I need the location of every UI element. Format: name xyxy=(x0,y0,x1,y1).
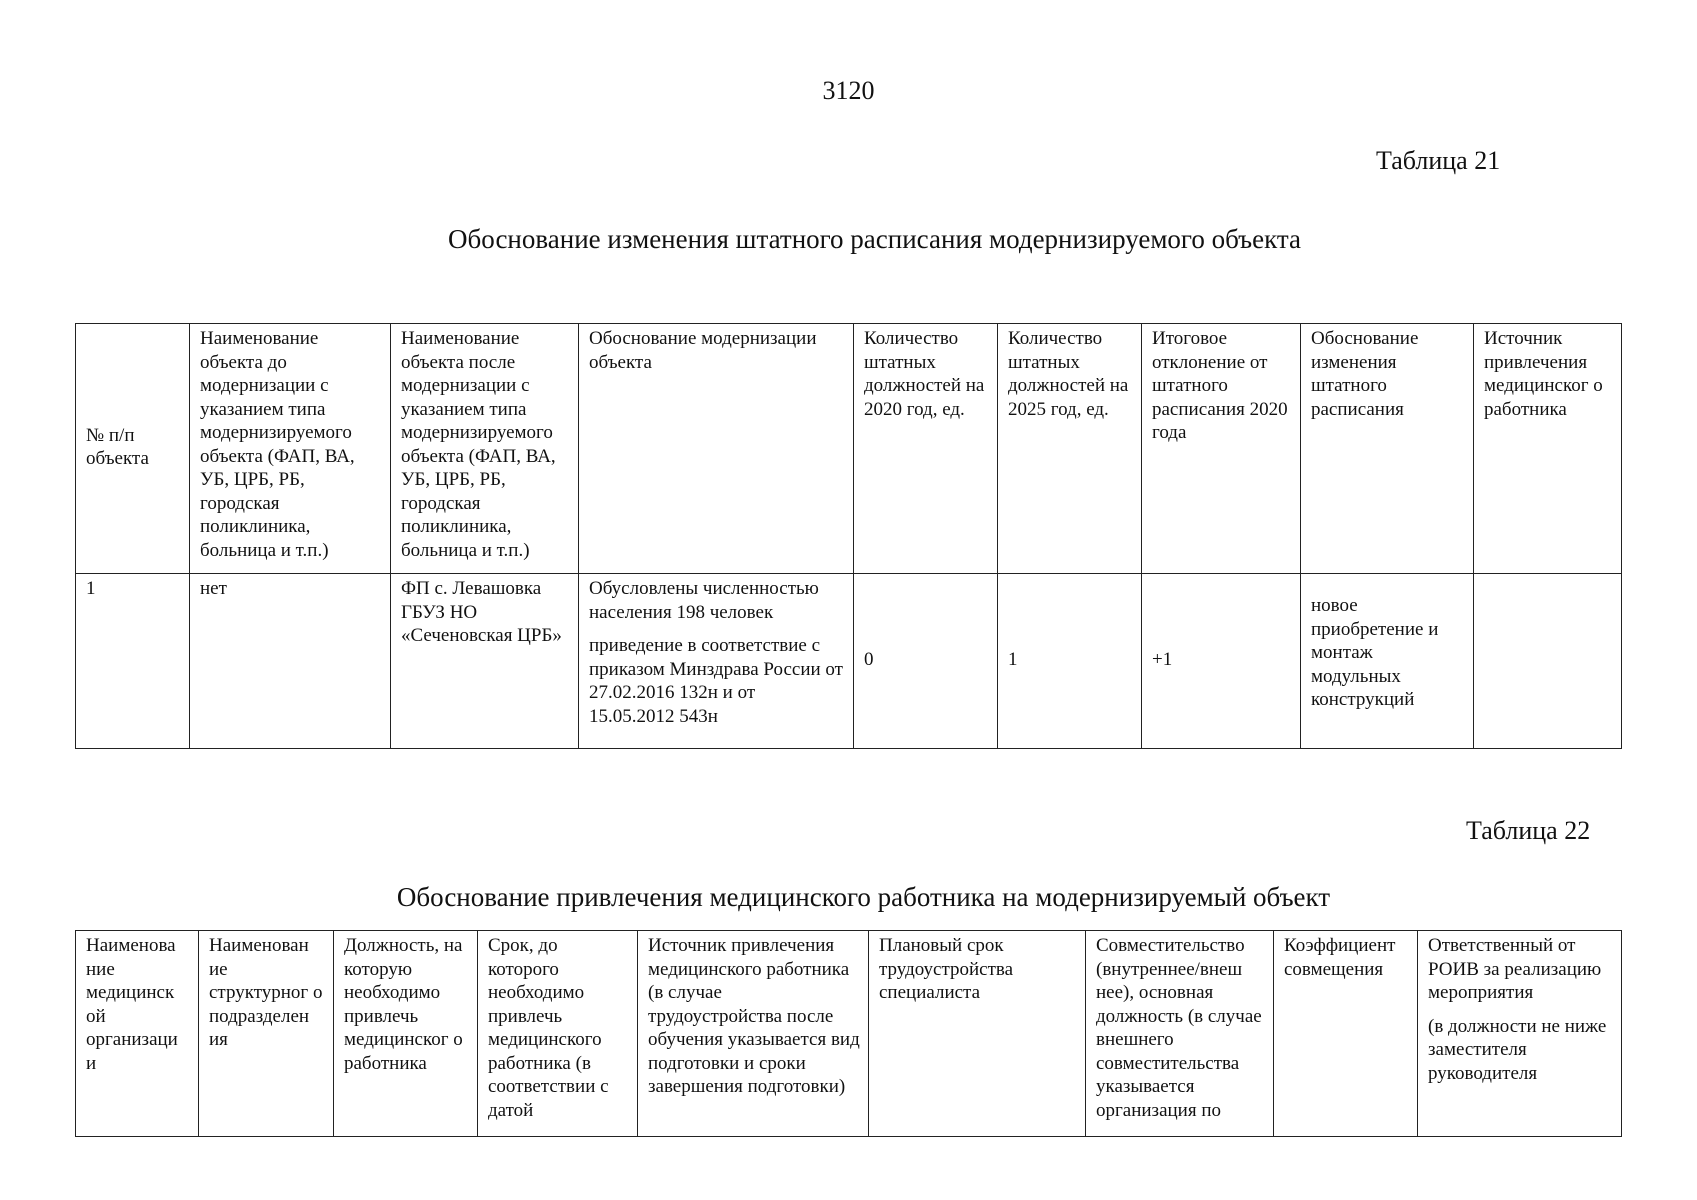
header-text: Совместительство (внутреннее/внеш нее), основная должность (в случае внешнего совместительства указывается организация по xyxy=(1096,935,1262,1121)
header-text: Наименование объекта после модернизации с указанием типа модернизируемого объекта (ФАП, ВА, УБ, ЦРБ, РБ, городская поликлиника, больница и т.п.) xyxy=(401,328,556,561)
table-21-header-cell xyxy=(854,324,998,574)
source-cell xyxy=(1474,574,1622,749)
header-text: Должность, на которую необходимо привлечь медицинског о работника xyxy=(344,935,463,1074)
page-number: 3120 xyxy=(822,76,875,105)
table-22-header-row xyxy=(76,931,1622,1137)
object-after-cell: ФП с. Левашовка ГБУЗ НО «Сеченовская ЦРБ» xyxy=(391,574,579,749)
table-21-header-cell xyxy=(579,324,854,574)
header-text: Наименован ие структурног о подразделен ия xyxy=(209,935,323,1050)
header-text: Количество штатных должностей на 2020 год, ед. xyxy=(864,328,985,420)
table-22-header-cell xyxy=(1274,931,1418,1137)
justification-text-2: приведение в соответствие с приказом Минздрава России от 27.02.2016 132н и от 15.05.2012 543н xyxy=(589,635,843,727)
row-number-cell: 1 xyxy=(76,574,190,749)
header-text: Плановый срок трудоустройства специалиста xyxy=(879,935,1014,1003)
header-text: Ответственный от РОИВ за реализацию мероприятия xyxy=(1428,935,1602,1003)
table-21-row xyxy=(76,574,1622,749)
table-22-header-cell xyxy=(638,931,869,1137)
count-2020-cell: 0 xyxy=(854,574,998,749)
table-22-header-cell xyxy=(1086,931,1274,1137)
table-21-header-row xyxy=(76,324,1622,574)
justification-text-1: Обусловлены численностью населения 198 человек xyxy=(589,578,819,623)
header-text: Обоснование модернизации объекта xyxy=(589,328,817,373)
header-text: Коэффициент совмещения xyxy=(1284,935,1396,980)
table-21-title: Обоснование изменения штатного расписания модернизируемого объекта xyxy=(448,224,1301,254)
header-text: Срок, до которого необходимо привлечь медицинского работника (в соответствии с датой xyxy=(488,935,609,1121)
table-21-header-cell xyxy=(190,324,391,574)
justification-cell xyxy=(579,574,854,749)
table-21 xyxy=(75,323,1622,749)
header-text: Источник привлечения медицинского работника (в случае трудоустройства после обучения указывается вид подготовки и сроки завершения подготовки) xyxy=(648,935,860,1097)
header-text: Наименование объекта до модернизации с указанием типа модернизируемого объекта (ФАП, ВА, УБ, ЦРБ, РБ, городская поликлиника, больница и т.п.) xyxy=(200,328,355,561)
table-21-header-cell xyxy=(76,324,190,574)
table-21-header-cell xyxy=(1142,324,1301,574)
header-note: (в должности не ниже заместителя руководителя xyxy=(1428,1015,1607,1084)
header-text: № п/п объекта xyxy=(86,424,149,469)
table-21-header-cell xyxy=(391,324,579,574)
table-21-header-cell xyxy=(1301,324,1474,574)
header-text: Наименова ние медицинск ой организаци и xyxy=(86,935,178,1074)
table-21-label: Таблица 21 xyxy=(1376,146,1501,175)
table-22-header-cell xyxy=(1418,931,1622,1137)
table-22-title: Обоснование привлечения медицинского работника на модернизируемый объект xyxy=(396,882,1331,912)
table-22-header-cell xyxy=(76,931,199,1137)
header-text: Обоснование изменения штатного расписания xyxy=(1311,328,1419,420)
table-21-header-cell xyxy=(1474,324,1622,574)
header-text: Количество штатных должностей на 2025 год, ед. xyxy=(1008,328,1129,420)
header-text: Источник привлечения медицинског о работника xyxy=(1484,328,1603,420)
table-22-header-cell xyxy=(478,931,638,1137)
object-before-cell: нет xyxy=(190,574,391,749)
table-22 xyxy=(75,930,1622,1137)
header-text: Итоговое отклонение от штатного расписания 2020 года xyxy=(1152,328,1288,443)
table-22-header-cell xyxy=(334,931,478,1137)
table-22-label: Таблица 22 xyxy=(1466,816,1591,845)
count-2025-cell: 1 xyxy=(998,574,1142,749)
table-21-header-cell xyxy=(998,324,1142,574)
table-22-header-cell xyxy=(199,931,334,1137)
change-reason-cell: новое приобретение и монтаж модульных конструкций xyxy=(1301,574,1474,749)
table-22-header-cell xyxy=(869,931,1086,1137)
deviation-cell: +1 xyxy=(1142,574,1301,749)
